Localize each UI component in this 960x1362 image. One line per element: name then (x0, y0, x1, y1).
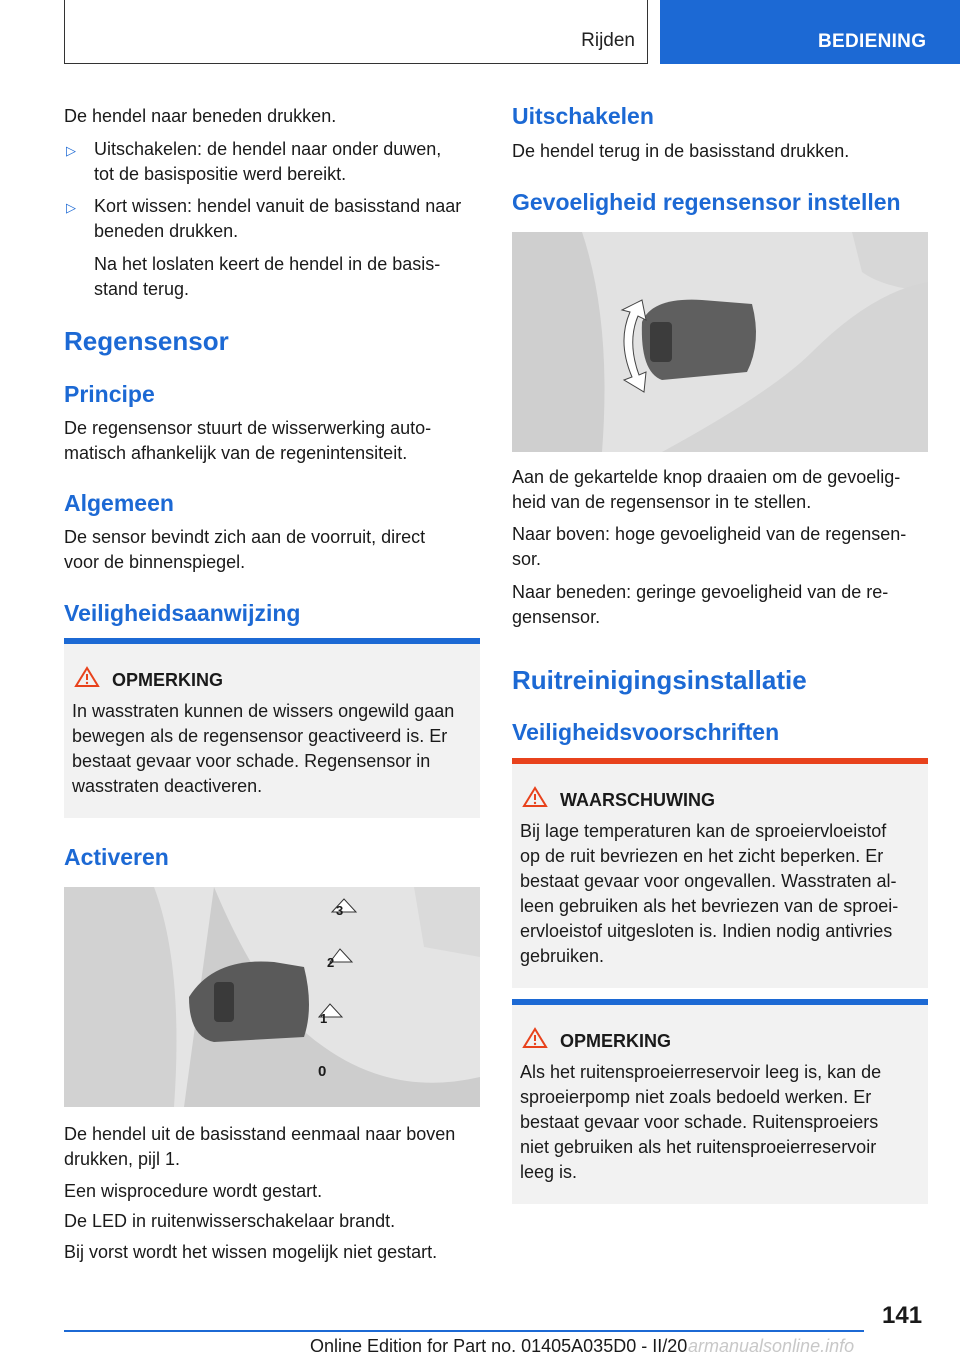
bullet-2-line-1: Kort wissen: hendel vanuit de basisstand naar (94, 196, 462, 216)
warning-line-4: leen gebruiken als het bevriezen van de sproei- (520, 896, 899, 916)
activeren-line-4: De LED in ruitenwisserschakelaar brandt. (64, 1211, 396, 1231)
watermark-text: armanualsonline.info (688, 1336, 855, 1356)
warning-bar (512, 758, 928, 764)
note-2-line-2: sproeierpomp niet zoals bedoeld werken. Er (520, 1087, 872, 1107)
warning-line-2: op de ruit bevriezen en het zicht beperken. Er (520, 846, 884, 866)
position-label-1: 1 (320, 1011, 328, 1026)
warning-line-1: Bij lage temperaturen kan de sproeiervloeistof (520, 821, 887, 841)
heading-activeren: Activeren (64, 844, 169, 870)
heading-veiligheidsaanwijzing: Veiligheidsaanwijzing (64, 600, 301, 626)
activeren-line-2: drukken, pijl 1. (64, 1149, 181, 1169)
note-bar-2 (512, 999, 928, 1005)
position-label-3: 3 (336, 903, 344, 918)
sensitivity-knob-illustration (512, 232, 928, 452)
wiper-lever-illustration (64, 887, 480, 1107)
note-line-1: In wasstraten kunnen de wissers ongewild gaan (72, 701, 455, 721)
page-number: 141 (882, 1302, 923, 1329)
bullet-triangle-icon: ▷ (66, 143, 76, 158)
bullet-2-extra-1: Na het loslaten keert de hendel in de basis- (94, 254, 441, 274)
gevoeligheid-line-1: Aan de gekartelde knop draaien om de gevoelig- (512, 467, 901, 487)
header-section: Rijden (581, 30, 635, 51)
note-line-4: wasstraten deactiveren. (72, 776, 263, 796)
warning-title: WAARSCHUWING (560, 790, 715, 810)
note-title: OPMERKING (112, 670, 224, 690)
activeren-line-3: Een wisprocedure wordt gestart. (64, 1181, 323, 1201)
note-2-line-5: leeg is. (520, 1162, 578, 1182)
wiper-lever-illustration (64, 887, 480, 1107)
sensitivity-knob-illustration (512, 232, 928, 452)
header-chapter: BEDIENING (818, 31, 927, 52)
edition-text: Online Edition for Part no. 01405A035D0 - II/20 (310, 1336, 688, 1356)
note-box-2 (512, 999, 928, 1204)
algemeen-line-2: voor de binnenspiegel. (64, 552, 246, 572)
bullet-1-line-1: Uitschakelen: de hendel naar onder duwen, (94, 139, 442, 159)
note-bar (64, 638, 480, 644)
gevoeligheid-line-6: gensensor. (512, 607, 601, 627)
note-line-2: bewegen als de regensensor geactiveerd is. Er (72, 726, 448, 746)
warning-line-6: gebruiken. (520, 946, 605, 966)
position-label-0: 0 (318, 1063, 327, 1080)
uitschakelen-text: De hendel terug in de basisstand drukken. (512, 141, 850, 161)
bullet-2-extra-2: stand terug. (94, 279, 190, 299)
note-box (64, 638, 480, 818)
gevoeligheid-line-2: heid van de regensensor in te stellen. (512, 492, 812, 512)
heading-ruitreinigingsinstallatie: Ruitreinigingsinstallatie (512, 665, 807, 695)
heading-uitschakelen: Uitschakelen (512, 103, 654, 129)
note-2-line-4: niet gebruiken als het ruitensproeierreservoir (520, 1137, 877, 1157)
gevoeligheid-line-3: Naar boven: hoge gevoeligheid van de regensen- (512, 524, 907, 544)
header-section-box (64, 0, 648, 64)
heading-gevoeligheid: Gevoeligheid regensensor instellen (512, 189, 901, 215)
warning-box (512, 758, 928, 988)
header-chapter-box (660, 0, 960, 64)
warning-line-3: bestaat gevaar voor ongevallen. Wasstraten al- (520, 871, 897, 891)
heading-algemeen: Algemeen (64, 490, 174, 516)
principe-line-2: matisch afhankelijk van de regenintensiteit. (64, 443, 408, 463)
warning-triangle-icon (522, 1027, 548, 1049)
bullet-triangle-icon: ▷ (66, 200, 76, 215)
heading-principe: Principe (64, 381, 155, 407)
note-2-title: OPMERKING (560, 1031, 672, 1051)
position-label-2: 2 (327, 955, 335, 970)
note-2-line-3: bestaat gevaar voor schade. Ruitensproeiers (520, 1112, 879, 1132)
note-line-3: bestaat gevaar voor schade. Regensensor in (72, 751, 431, 771)
gevoeligheid-line-4: sor. (512, 549, 542, 569)
activeren-line-5: Bij vorst wordt het wissen mogelijk niet gestart. (64, 1242, 438, 1262)
algemeen-line-1: De sensor bevindt zich aan de voorruit, direct (64, 527, 426, 547)
bullet-1-line-2: tot de basispositie werd bereikt. (94, 164, 347, 184)
warning-triangle-icon (522, 786, 548, 808)
gevoeligheid-line-5: Naar beneden: geringe gevoeligheid van de re- (512, 582, 889, 602)
intro-text: De hendel naar beneden drukken. (64, 106, 337, 126)
footer-divider (64, 1330, 864, 1332)
warning-line-5: ervloeistof uitgesloten is. Indien nodig antivries (520, 921, 893, 941)
bullet-2-line-2: beneden drukken. (94, 221, 239, 241)
activeren-line-1: De hendel uit de basisstand eenmaal naar boven (64, 1124, 456, 1144)
heading-veiligheidsvoorschriften: Veiligheidsvoorschriften (512, 719, 780, 745)
principe-line-1: De regensensor stuurt de wisserwerking auto- (64, 418, 432, 438)
warning-triangle-icon (74, 666, 100, 688)
note-2-line-1: Als het ruitensproeierreservoir leeg is, kan de (520, 1062, 882, 1082)
heading-regensensor: Regensensor (64, 326, 229, 356)
